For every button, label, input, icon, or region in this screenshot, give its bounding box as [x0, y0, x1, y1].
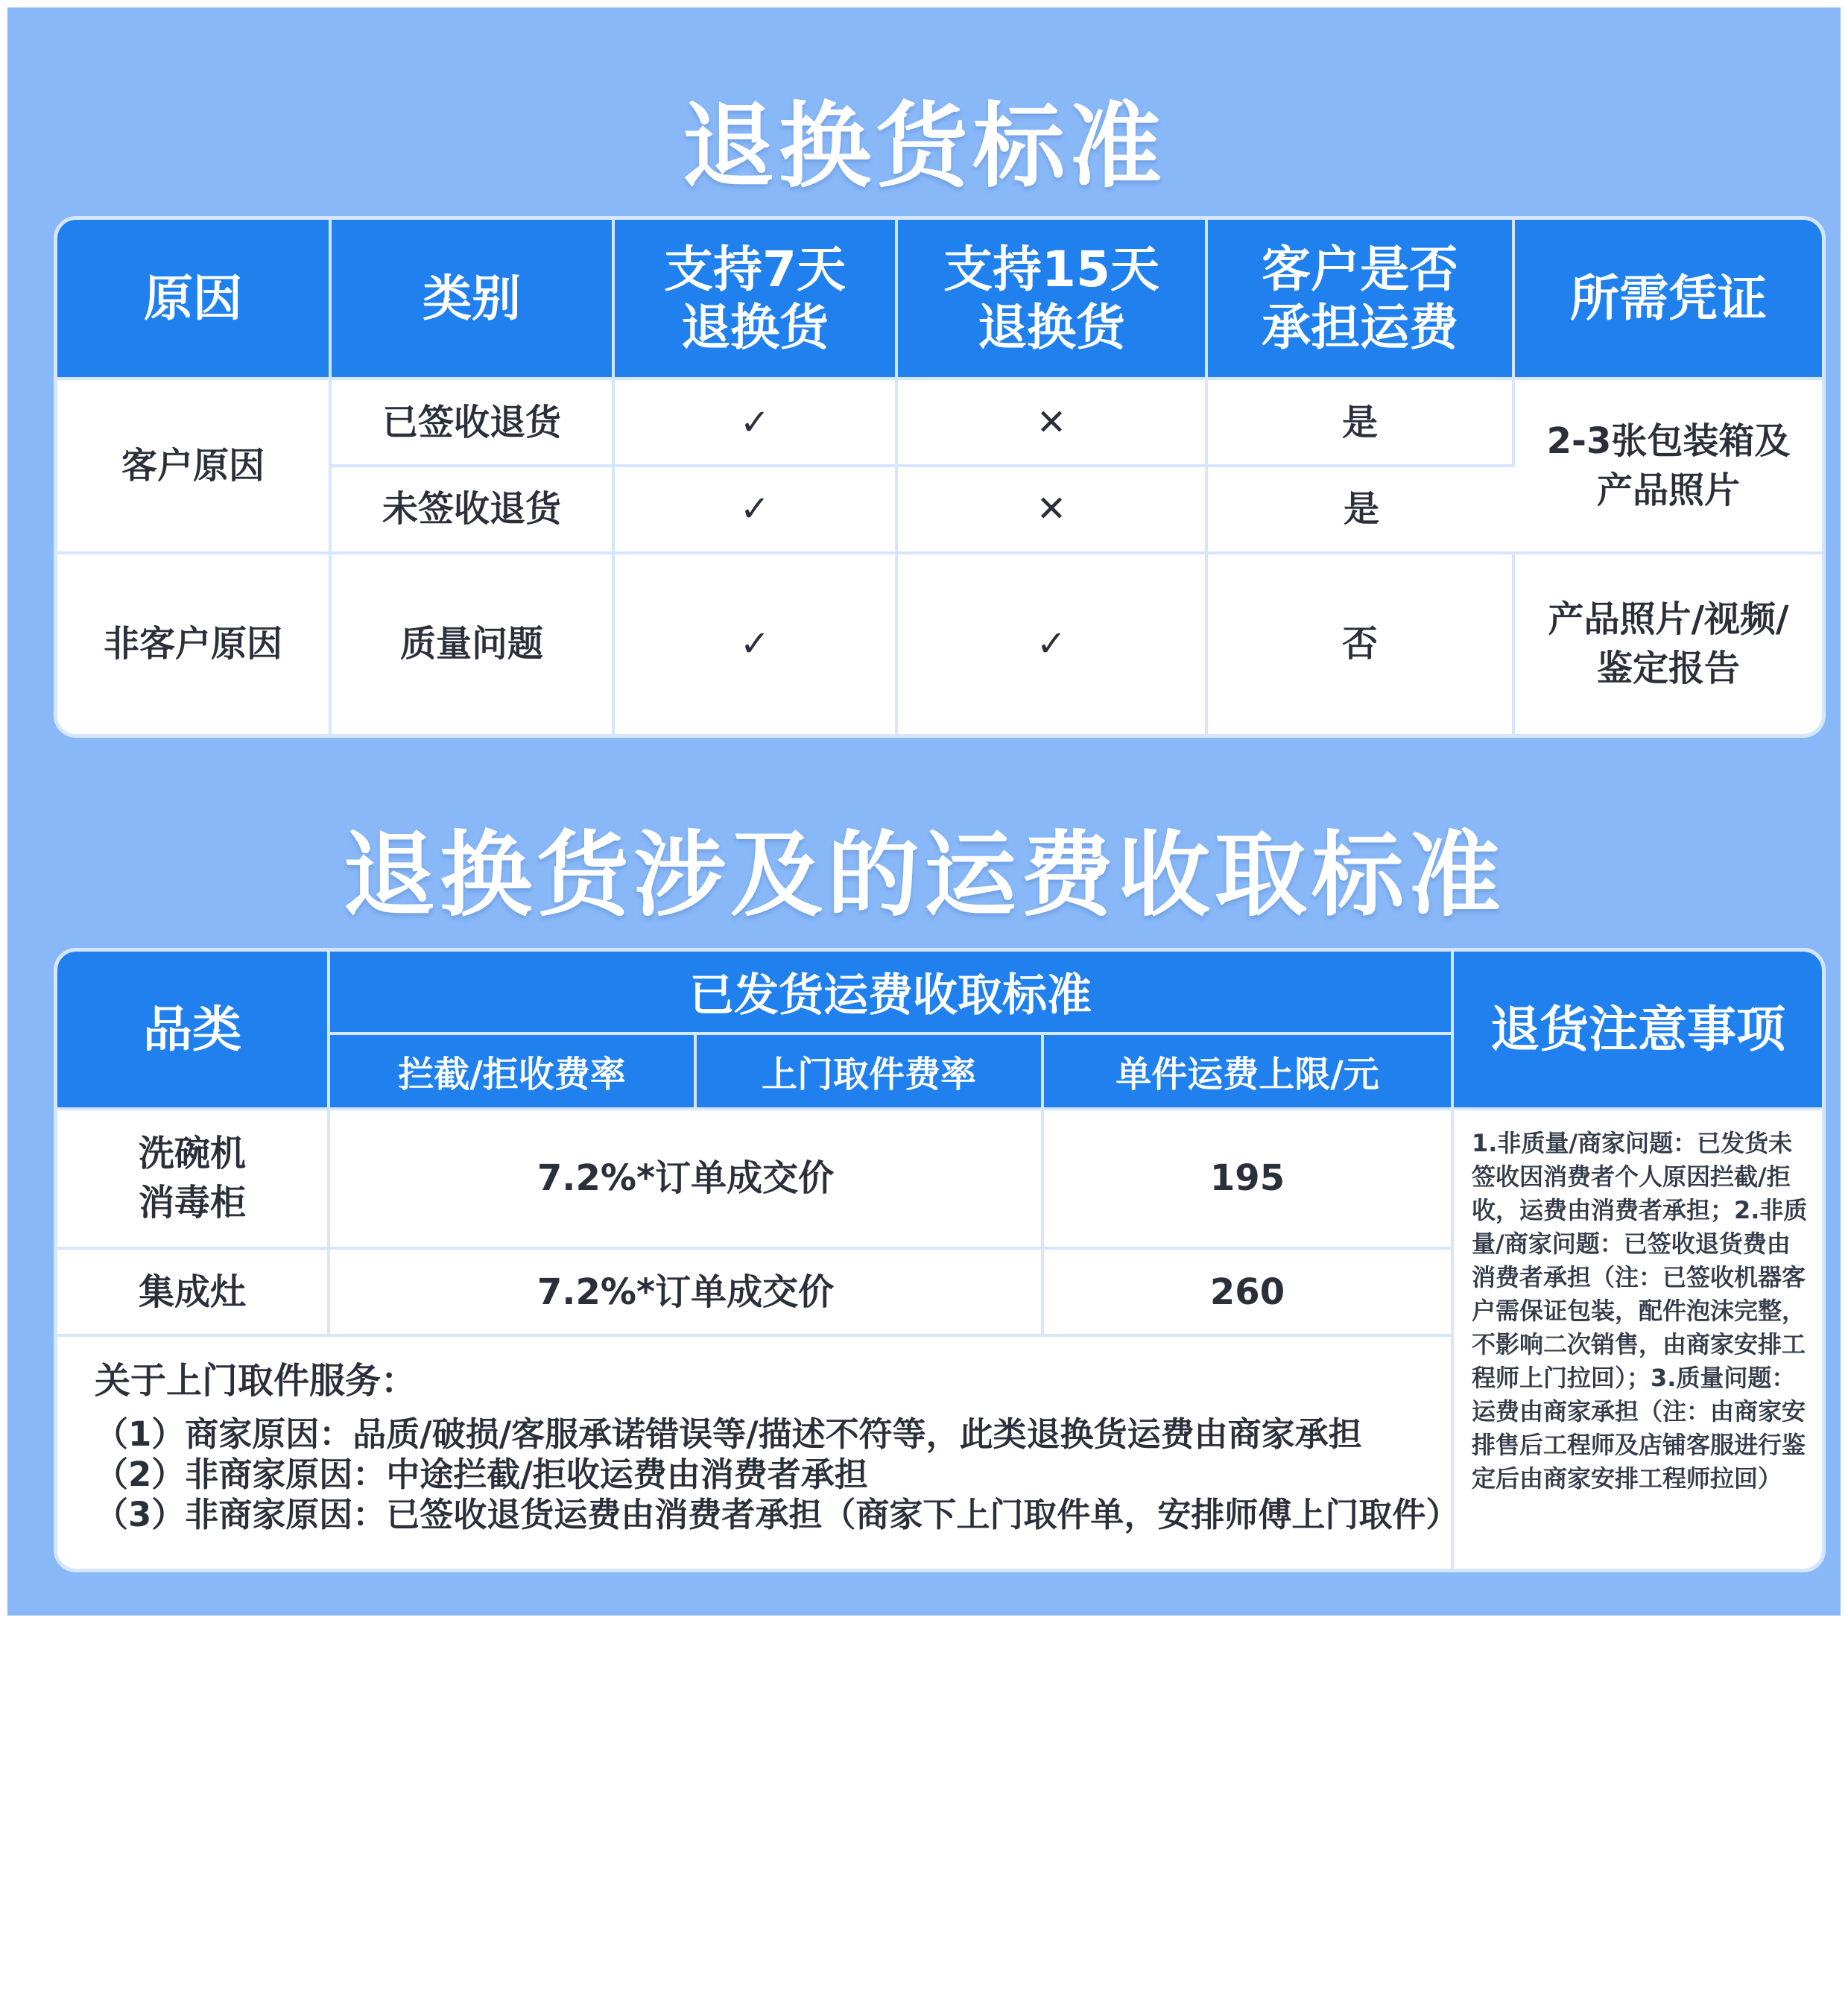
category-cell: 未签收退货 — [332, 464, 615, 551]
proof-cell — [1515, 551, 1822, 734]
header-reason: 原因 — [57, 220, 332, 377]
header-15-day-line2: 退换货 — [978, 298, 1125, 356]
header-customer-pays-freight — [1208, 220, 1515, 377]
header-category: 品类 — [57, 952, 330, 1107]
return-standard-table — [54, 216, 1826, 738]
header-15-day-line1: 支持15天 — [943, 240, 1159, 298]
pickup-service-line: （2）非商家原因：中途拦截/拒收运费由消费者承担 — [95, 1455, 868, 1495]
table-row — [57, 551, 1822, 734]
freight-standard-table — [54, 948, 1826, 1572]
check-icon: ✓ — [615, 377, 898, 464]
category-cell: 质量问题 — [332, 551, 615, 734]
category-cell: 集成灶 — [57, 1247, 330, 1335]
pickup-service-title: 关于上门取件服务： — [95, 1360, 417, 1402]
proof-line1: 产品照片/视频/ — [1548, 598, 1789, 641]
header-7-day-line1: 支持7天 — [664, 240, 846, 298]
freight-cell: 是 — [1208, 464, 1515, 551]
table-header-row — [57, 952, 1822, 1035]
check-icon: ✓ — [615, 551, 898, 734]
header-7-day-return — [615, 220, 898, 377]
header-7-day-line2: 退换货 — [681, 298, 829, 356]
header-return-notes: 退货注意事项 — [1454, 952, 1822, 1107]
header-freight-line1: 客户是否 — [1262, 240, 1458, 298]
header-pickup-rate: 上门取件费率 — [697, 1035, 1044, 1107]
cross-icon: ✕ — [898, 464, 1208, 551]
check-icon: ✓ — [615, 464, 898, 551]
freight-cap-cell: 260 — [1044, 1247, 1454, 1335]
category-cell: 已签收退货 — [332, 377, 615, 464]
header-15-day-return — [898, 220, 1208, 377]
proof-line2: 产品照片 — [1596, 469, 1740, 511]
reason-cell: 非客户原因 — [57, 551, 332, 734]
header-intercept-rate: 拦截/拒收费率 — [330, 1035, 697, 1107]
pickup-service-info — [57, 1334, 1460, 1569]
header-freight-line2: 承担运费 — [1262, 298, 1458, 356]
background-panel — [7, 7, 1841, 1616]
table-row — [57, 1107, 1822, 1247]
freight-cell: 是 — [1208, 377, 1515, 464]
header-freight-cap: 单件运费上限/元 — [1044, 1035, 1454, 1107]
freight-standard-title: 退换货涉及的运费收取标准 — [342, 822, 1505, 929]
check-icon: ✓ — [898, 551, 1208, 734]
header-category: 类别 — [332, 220, 615, 377]
proof-line1: 2-3张包装箱及 — [1546, 420, 1791, 462]
proof-cell — [1515, 377, 1822, 551]
freight-cell: 否 — [1208, 551, 1515, 734]
freight-cap-cell: 195 — [1044, 1107, 1454, 1247]
category-line1: 洗碗机 — [138, 1133, 246, 1175]
header-required-proof: 所需凭证 — [1515, 220, 1822, 377]
rate-cell: 7.2%*订单成交价 — [330, 1247, 1044, 1335]
header-shipped-freight-standard: 已发货运费收取标准 — [330, 952, 1454, 1035]
cross-icon: ✕ — [898, 377, 1208, 464]
category-cell — [57, 1107, 330, 1247]
pickup-service-line: （3）非商家原因：已签收退货运费由消费者承担（商家下上门取件单，安排师傅上门取件） — [95, 1495, 1460, 1535]
reason-cell: 客户原因 — [57, 377, 332, 551]
pickup-service-line: （1）商家原因：品质/破损/客服承诺错误等/描述不符等，此类退换货运费由商家承担 — [95, 1414, 1362, 1455]
proof-line2: 鉴定报告 — [1596, 648, 1740, 690]
table-header-row — [57, 220, 1822, 377]
category-line2: 消毒柜 — [138, 1182, 246, 1224]
rate-cell: 7.2%*订单成交价 — [330, 1107, 1044, 1247]
table-row — [57, 377, 1822, 464]
return-standard-title: 退换货标准 — [681, 93, 1166, 200]
return-notes-text: 1.非质量/商家问题：已发货未签收因消费者个人原因拦截/拒收，运费由消费者承担；2.非质量/商家问题：已签收退货费由消费者承担（注：已签收机器客户需保证包装，配件泡沫完整，不影响二次销售，由商家安排工程师上门拉回）；3.质量问题：运费由商家承担（注：由商家安排售后工程师及店铺客服进行鉴定后由商家安排工程师拉回） — [1454, 1107, 1822, 1569]
